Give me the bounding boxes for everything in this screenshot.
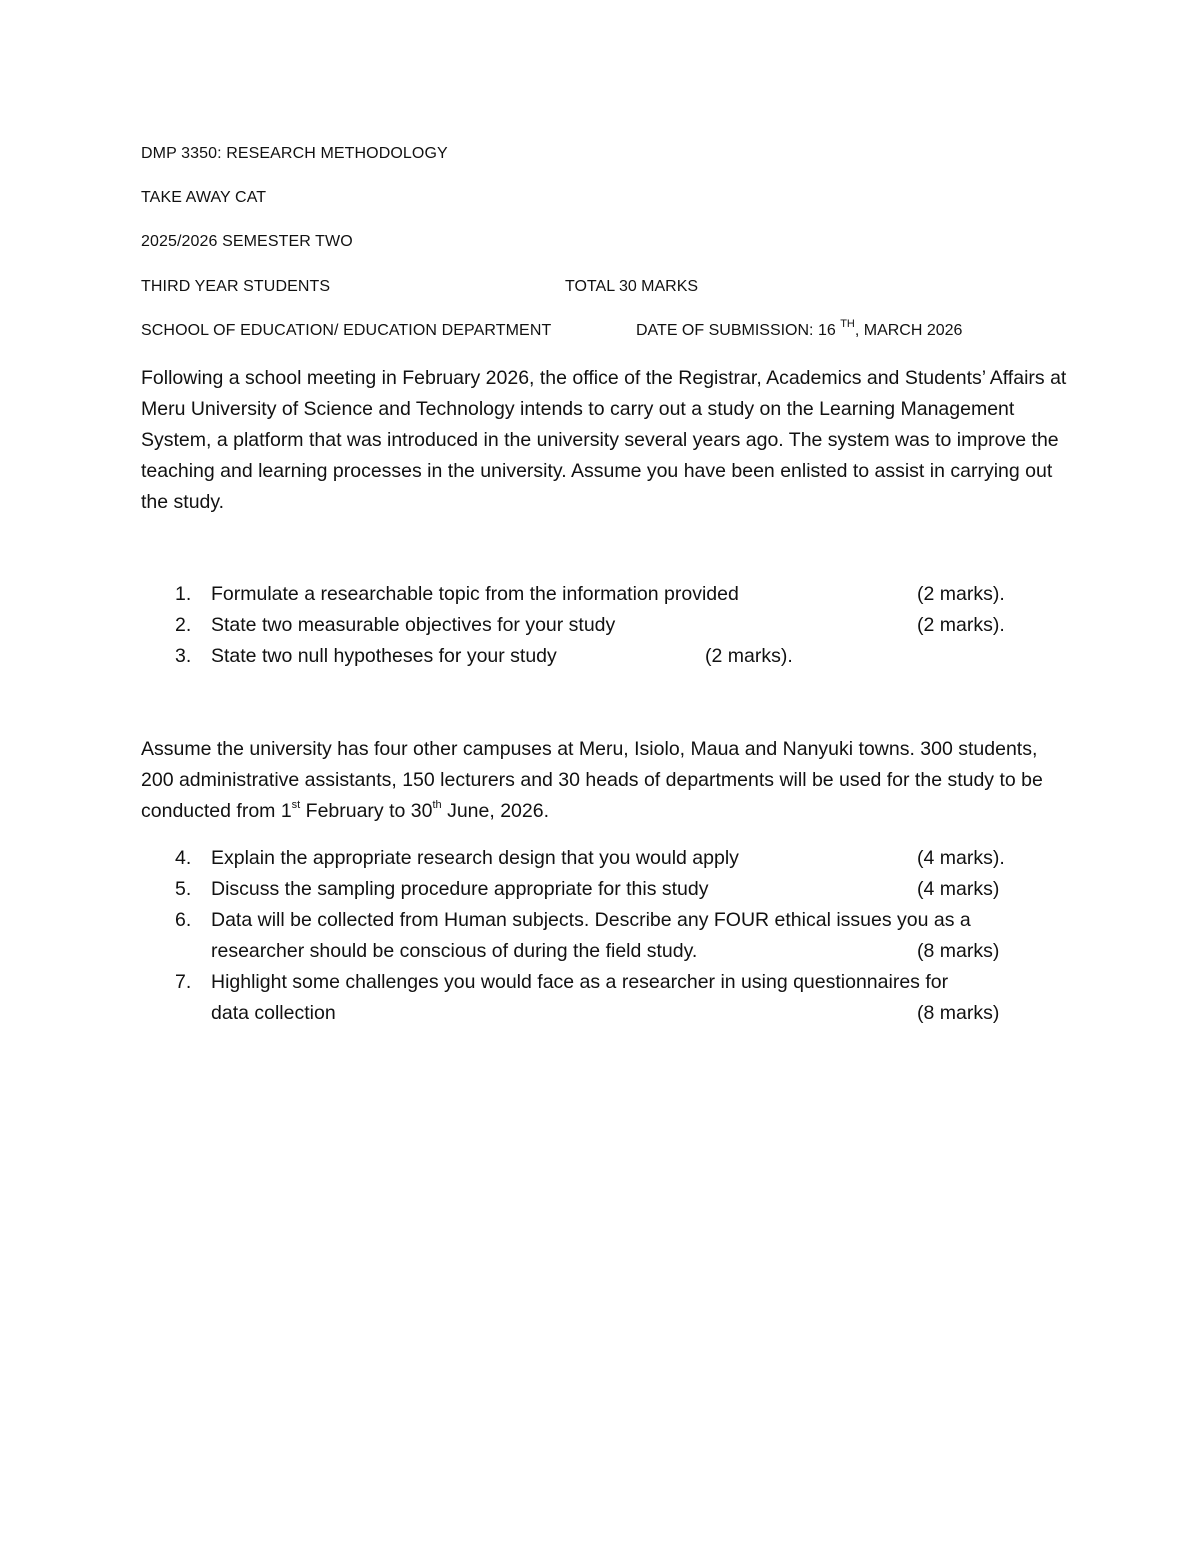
scenario-sup-2: th [432,798,442,811]
scenario-paragraph [141,734,1071,827]
submission-date-prefix: DATE OF SUBMISSION: 16 [636,322,841,339]
scenario-sup-1: st [291,798,301,811]
course-title: DMP 3350: RESEARCH METHODOLOGY [141,145,448,162]
question-item [141,874,1101,905]
question-marks: (4 marks) [917,878,1000,900]
question-number: 3. [175,645,192,667]
question-text: Discuss the sampling procedure appropriate for this study [211,878,709,900]
question-marks: (8 marks) [917,1002,1000,1024]
question-marks: (8 marks) [917,940,1000,962]
question-item [141,905,1101,967]
question-item [141,641,1101,672]
submission-date-sup: TH [840,317,855,330]
question-text: Formulate a researchable topic from the information provided [211,583,739,605]
question-marks: (2 marks). [917,614,1005,636]
scenario-text-2: February to 30 [300,800,433,822]
question-number: 2. [175,614,192,636]
question-text: State two measurable objectives for your study [211,614,616,636]
assessment-type: TAKE AWAY CAT [141,189,267,206]
question-item [141,579,1101,610]
question-number: 5. [175,878,192,900]
question-list-a [141,579,1101,672]
question-number: 7. [175,971,192,993]
question-item [141,843,1101,874]
total-marks: TOTAL 30 MARKS [565,278,699,295]
question-item [141,610,1101,641]
question-item [141,967,1101,1029]
scenario-text-3: June, 2026. [441,800,549,822]
question-list-b [141,843,1101,1029]
question-marks: (2 marks). [917,583,1005,605]
school-line: SCHOOL OF EDUCATION/ EDUCATION DEPARTMENT [141,322,552,339]
question-text: State two null hypotheses for your study [211,645,557,667]
submission-date-suffix: , MARCH 2026 [854,322,963,339]
scenario-text-1: Assume the university has four other campuses at Meru, Isiolo, Maua and Nanyuki towns. 300 students, 200 administrative assistants, 150 lecturers and 30 heads of departments will be used for the study to be conducted from 1 [141,738,1043,822]
question-marks: (4 marks). [917,847,1005,869]
question-marks: (2 marks). [705,645,793,667]
question-text-line2: researcher should be conscious of during the field study. [211,940,698,962]
question-number: 1. [175,583,192,605]
question-text-line1: Highlight some challenges you would face as a researcher in using questionnaires for [211,971,949,993]
question-text: Explain the appropriate research design that you would apply [211,847,739,869]
audience-line: THIRD YEAR STUDENTS [141,278,331,295]
question-text-line2: data collection [211,1002,336,1024]
question-number: 6. [175,909,192,931]
question-number: 4. [175,847,192,869]
semester-line: 2025/2026 SEMESTER TWO [141,233,353,250]
submission-date [636,317,963,340]
intro-paragraph: Following a school meeting in February 2026, the office of the Registrar, Academics and Students’ Affairs at Meru University of Science and Technology intends to carry out a study on the Learning Management System, a platform that was introduced in the university several years ago. The system was to improve the teaching and learning processes in the university. Assume you have been enlisted to assist in carrying out the study. [141,367,1067,513]
question-text-line1: Data will be collected from Human subjects. Describe any FOUR ethical issues you as a [211,909,971,931]
